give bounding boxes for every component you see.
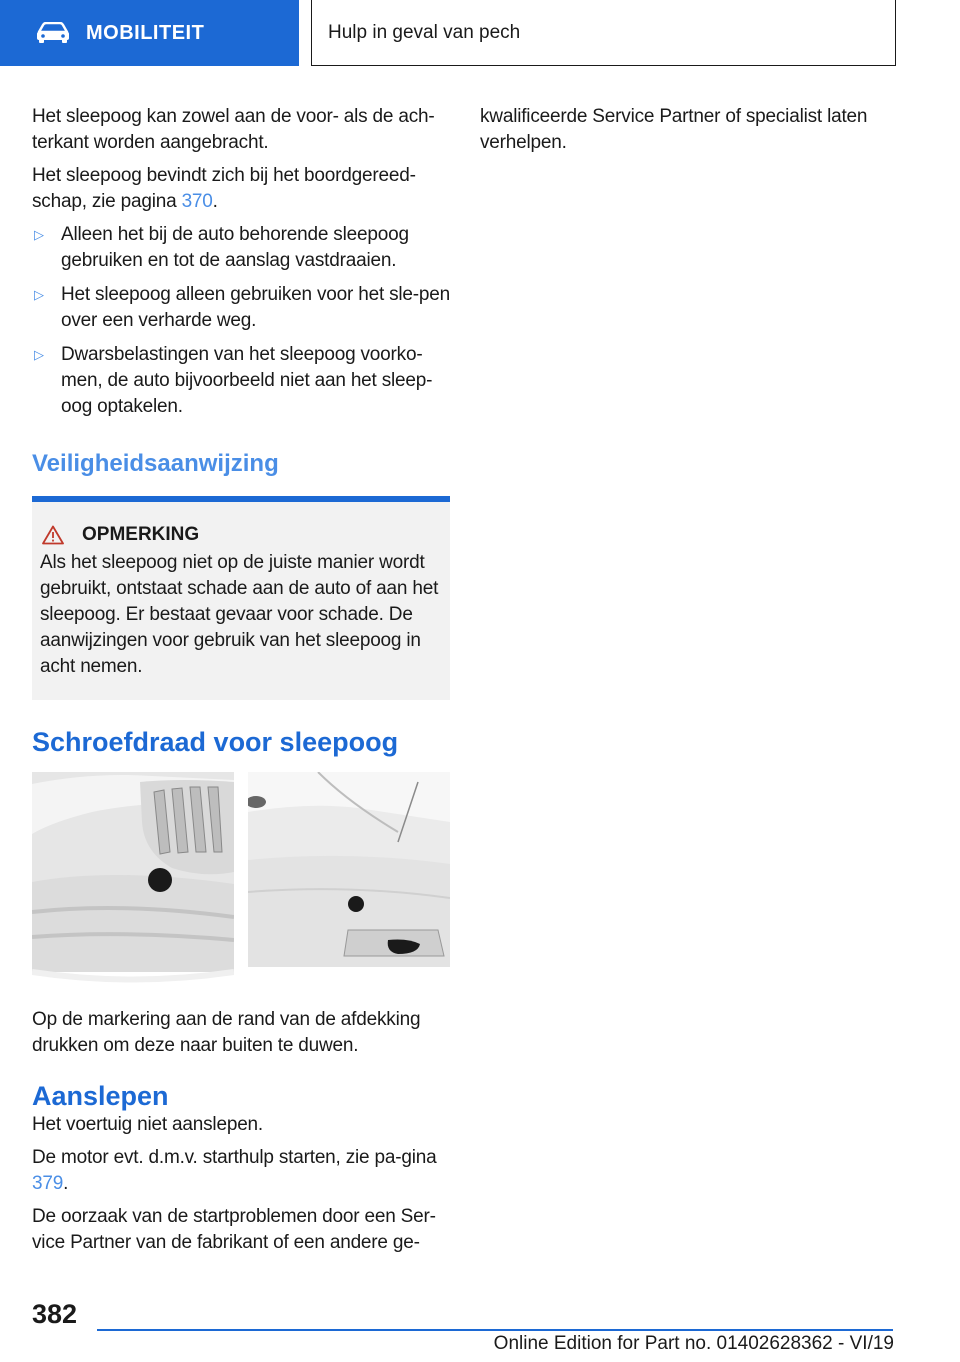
paragraph-end: . [63,1173,69,1194]
paragraph: Het voertuig niet aanslepen. [32,1114,264,1135]
list-item-text: Dwarsbelastingen van het sleepoog voorko-men, de auto bijvoorbeeld niet aan het sleep-oog optakelen. [61,344,433,417]
paragraph-text: De motor evt. d.m.v. starthulp starten, zie pa-gina [32,1147,437,1168]
notice-title: OPMERKING [82,524,200,545]
right-column [480,104,898,163]
paragraph-end: . [212,191,218,212]
bullet-list [32,222,450,420]
chapter-box [311,0,896,66]
page-number: 382 [32,1299,78,1329]
safety-heading: Veiligheidsaanwijzing [32,450,279,477]
notice-text: Als het sleepoog niet op de juiste manier wordt gebruikt, ontstaat schade aan de auto of aan het sleepoog. Er bestaat gevaar voor schade. De aanwijzingen voor gebruik van het sleepoog in acht nemen. [40,552,439,677]
edition-text: Online Edition for Part no. 01402628362 - VI/19 [493,1333,894,1354]
footer-divider [97,1329,893,1331]
notice-header [40,524,440,546]
list-item-text: Alleen het bij de auto behorende sleepoog gebruiken en tot de aanslag vastdraaien. [61,224,409,271]
list-item-text: Het sleepoog alleen gebruiken voor het sle-pen over een verharde weg. [61,284,451,331]
triangle-bullet-icon: ▷ [34,347,44,362]
front-bumper-illustration [32,772,234,987]
page-ref-link[interactable]: 379 [32,1173,64,1194]
paragraph: Het sleepoog kan zowel aan de voor- als de ach-terkant worden aangebracht. [32,106,435,153]
car-icon [36,22,70,44]
list-item [32,282,450,334]
paragraph-with-ref [32,1145,450,1197]
list-item [32,342,450,420]
chapter-title: Hulp in geval van pech [328,21,521,43]
thread-heading: Schroefdraad voor sleepoog [32,727,399,757]
paragraph-text: Het sleepoog bevindt zich bij het boordgereed-schap, zie pagina [32,165,416,212]
towing-heading: Aanslepen [32,1081,169,1111]
paragraph: De oorzaak van de startproblemen door een Ser-vice Partner van de fabrikant of een andere ge- [32,1206,436,1253]
illustrations [32,772,450,987]
section-title: MOBILITEIT [86,21,205,44]
notice-box [32,496,450,700]
left-column [32,104,450,1263]
paragraph-with-ref [32,163,450,215]
rear-bumper-illustration [248,772,450,987]
page-ref-link[interactable]: 370 [181,191,213,212]
warning-triangle-icon [42,525,64,545]
triangle-bullet-icon: ▷ [34,227,44,242]
triangle-bullet-icon: ▷ [34,287,44,302]
section-tab [0,0,299,66]
caption: Op de markering aan de rand van de afdekking drukken om deze naar buiten te duwen. [32,1009,421,1056]
paragraph: kwalificeerde Service Partner of specialist laten verhelpen. [480,106,868,153]
list-item [32,222,450,274]
